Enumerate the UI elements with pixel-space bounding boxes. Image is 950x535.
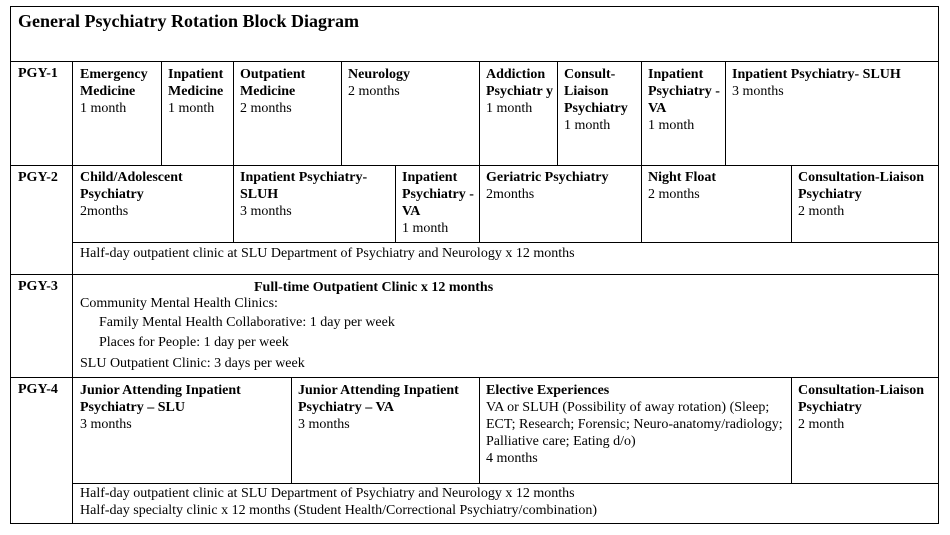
rotation-name: Geriatric Psychiatry	[486, 170, 609, 185]
rotation-name: Inpatient Psychiatry - VA	[648, 67, 720, 116]
rotation-cell	[648, 66, 724, 134]
pgy3-label: PGY-3	[18, 279, 58, 294]
divider	[791, 377, 792, 483]
rotation-name: Inpatient Medicine	[168, 67, 224, 99]
pgy3-heading: Full-time Outpatient Clinic x 12 months	[254, 280, 494, 295]
divider	[161, 61, 162, 165]
divider	[641, 61, 642, 165]
rotation-name: Junior Attending Inpatient Psychiatry – SLU	[80, 383, 241, 415]
rotation-cell	[798, 169, 936, 220]
rotation-cell	[402, 169, 478, 237]
pgy3-line: Family Mental Health Collaborative: 1 day per week	[99, 315, 395, 330]
divider	[725, 61, 726, 165]
pgy4-footer: Half-day outpatient clinic at SLU Department of Psychiatry and Neurology x 12 months	[80, 486, 575, 501]
rotation-name: Night Float	[648, 170, 717, 185]
divider	[291, 377, 292, 483]
rotation-name: Consultation-Liaison Psychiatry	[798, 170, 925, 202]
divider	[479, 61, 480, 165]
rotation-name: Child/Adolescent Psychiatry	[80, 170, 183, 202]
rotation-duration: 2months	[486, 187, 535, 202]
rotation-cell	[298, 382, 474, 433]
rotation-name: Consultation-Liaison Psychiatry	[798, 383, 925, 415]
rotation-duration: 1 month	[486, 101, 533, 116]
rotation-duration: 1 month	[80, 101, 127, 116]
rotation-duration: 1 month	[402, 221, 449, 236]
pgy3-line: Places for People: 1 day per week	[99, 335, 289, 350]
rotation-name: Inpatient Psychiatry- SLUH	[240, 170, 368, 202]
divider	[10, 377, 939, 378]
rotation-duration: 3 months	[298, 417, 350, 432]
rotation-duration: 1 month	[564, 118, 611, 133]
divider	[72, 483, 939, 484]
pgy3-line: SLU Outpatient Clinic: 3 days per week	[80, 356, 305, 371]
pgy1-label: PGY-1	[18, 66, 58, 81]
pgy3-line: Community Mental Health Clinics:	[80, 296, 278, 311]
pgy4-label: PGY-4	[18, 382, 58, 397]
rotation-cell	[80, 382, 285, 433]
rotation-duration: 2 months	[240, 101, 292, 116]
divider	[557, 61, 558, 165]
rotation-cell	[486, 66, 554, 117]
divider	[72, 61, 73, 524]
rotation-name: Addiction Psychiatr y	[486, 67, 554, 99]
rotation-duration: 2 month	[798, 417, 845, 432]
divider	[395, 165, 396, 242]
rotation-name: Inpatient Psychiatry - VA	[402, 170, 474, 219]
rotation-name: Outpatient Medicine	[240, 67, 306, 99]
divider	[72, 242, 939, 243]
rotation-name: Junior Attending Inpatient Psychiatry – VA	[298, 383, 459, 415]
rotation-duration: 3 months	[732, 84, 784, 99]
rotation-cell	[648, 169, 788, 203]
rotation-cell	[240, 66, 340, 117]
divider	[233, 61, 234, 165]
rotation-duration: 3 months	[240, 204, 292, 219]
rotation-detail: VA or SLUH (Possibility of away rotation) (Sleep; ECT; Research; Forensic; Neuro-anatomy/radiology; Palliative care; Eating d/o)	[486, 400, 783, 449]
divider	[341, 61, 342, 165]
pgy2-label: PGY-2	[18, 170, 58, 185]
rotation-duration: 2 month	[798, 204, 845, 219]
divider	[791, 165, 792, 242]
rotation-cell	[80, 66, 160, 117]
divider	[10, 61, 939, 62]
rotation-duration: 3 months	[80, 417, 132, 432]
rotation-duration: 4 months	[486, 451, 538, 466]
rotation-duration: 2months	[80, 204, 129, 219]
rotation-cell	[348, 66, 478, 100]
pgy2-footer: Half-day outpatient clinic at SLU Department of Psychiatry and Neurology x 12 months	[80, 246, 575, 261]
divider	[10, 274, 939, 275]
rotation-duration: 2 months	[348, 84, 400, 99]
pgy4-footer: Half-day specialty clinic x 12 months (Student Health/Correctional Psychiatry/combination)	[80, 503, 598, 518]
divider	[479, 377, 480, 483]
page-title: General Psychiatry Rotation Block Diagram	[18, 11, 359, 31]
rotation-name: Elective Experiences	[486, 383, 610, 398]
rotation-name: Emergency Medicine	[80, 67, 148, 99]
rotation-cell	[240, 169, 390, 220]
rotation-duration: 1 month	[648, 118, 695, 133]
rotation-cell	[732, 66, 937, 100]
divider	[233, 165, 234, 242]
rotation-cell	[486, 169, 640, 203]
divider	[10, 165, 939, 166]
rotation-duration: 2 months	[648, 187, 700, 202]
rotation-name: Consult-Liaison Psychiatry	[564, 67, 628, 116]
rotation-cell	[798, 382, 936, 433]
divider	[641, 165, 642, 242]
rotation-cell	[564, 66, 640, 134]
rotation-name: Inpatient Psychiatry- SLUH	[732, 67, 901, 82]
rotation-cell	[486, 382, 786, 467]
divider	[479, 165, 480, 242]
rotation-cell	[168, 66, 232, 117]
rotation-name: Neurology	[348, 67, 410, 82]
rotation-cell	[80, 169, 230, 220]
rotation-duration: 1 month	[168, 101, 215, 116]
